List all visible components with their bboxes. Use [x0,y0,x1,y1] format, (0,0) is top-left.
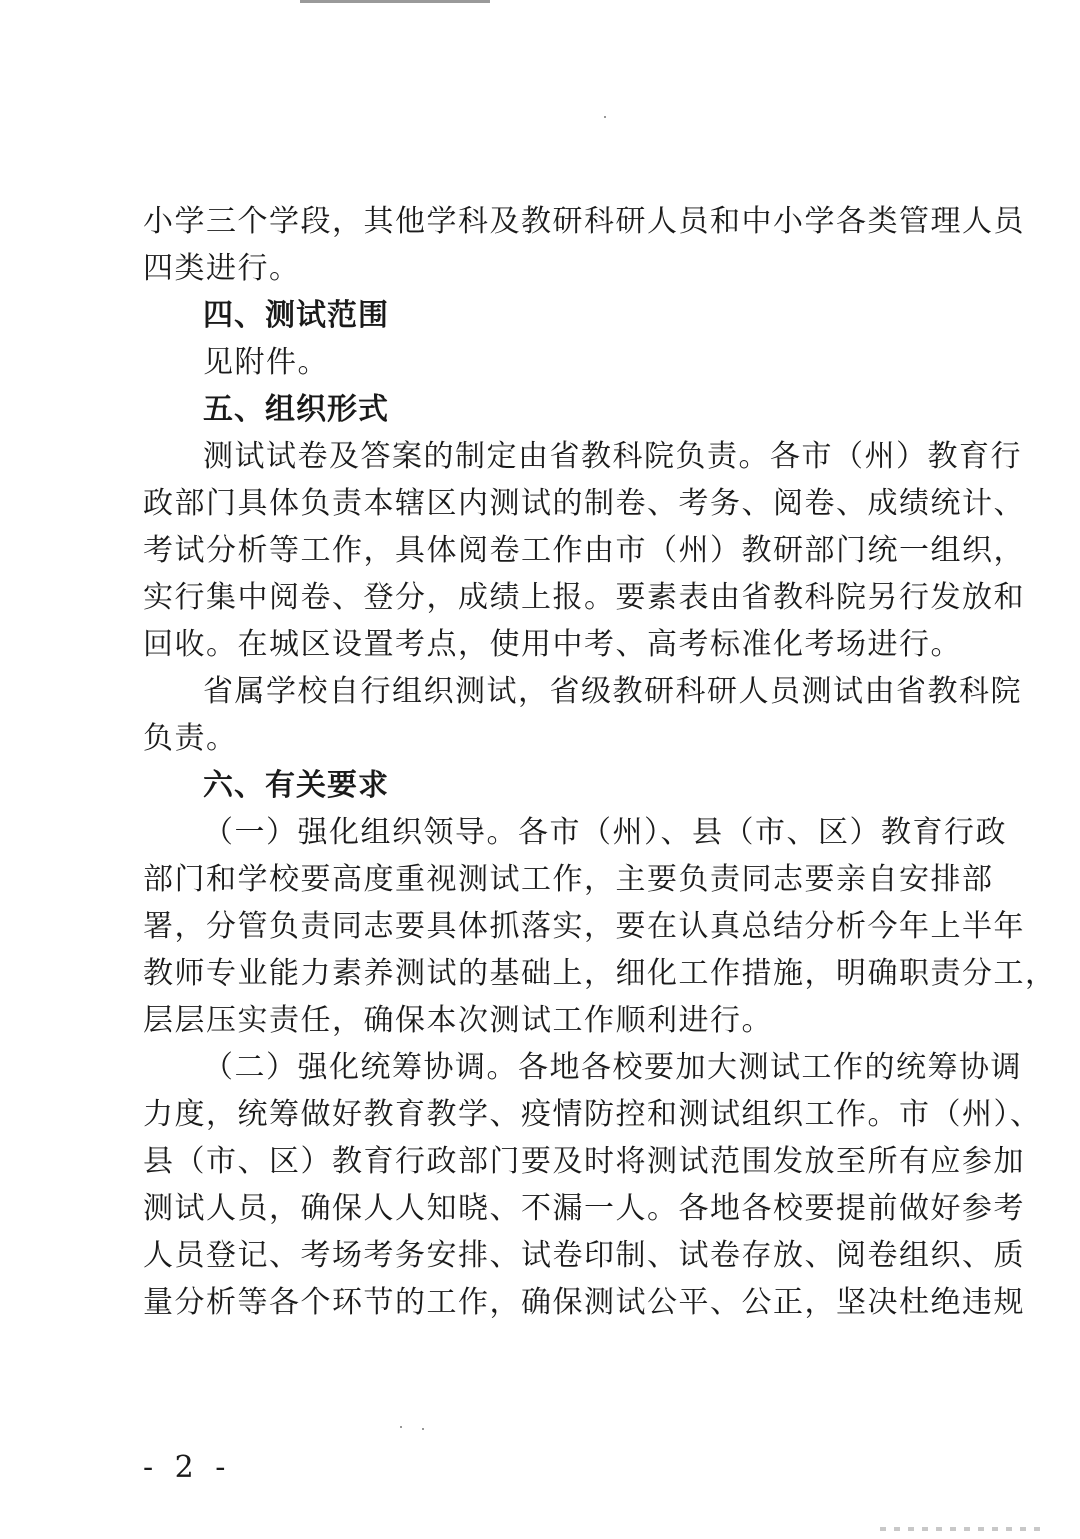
section-heading-format: 五、组织形式 [203,392,389,427]
body-line: 教师专业能力素养测试的基础上，细化工作措施，明确职责分工， [143,956,1057,991]
scan-bottom-edge [880,1527,1040,1531]
body-line: 人员登记、考场考务安排、试卷印制、试卷存放、阅卷组织、质 [143,1238,1025,1273]
page-number: - 2 - [143,1450,232,1485]
body-line: 见附件。 [203,345,329,380]
scan-speck [604,116,606,118]
body-line: 县（市、区）教育行政部门要及时将测试范围发放至所有应参加 [143,1144,1025,1179]
body-line: 考试分析等工作，具体阅卷工作由市（州）教研部门统一组织， [143,533,1025,568]
body-line: 量分析等各个环节的工作，确保测试公平、公正，坚决杜绝违规 [143,1285,1025,1320]
body-line: 负责。 [143,721,238,756]
scan-speck [400,1426,402,1428]
section-heading-requirements: 六、有关要求 [203,768,389,803]
body-line: 层层压实责任，确保本次测试工作顺利进行。 [143,1003,773,1038]
section-heading-scope: 四、测试范围 [203,298,389,333]
body-line: 回收。在城区设置考点，使用中考、高考标准化考场进行。 [143,627,962,662]
scan-top-edge [300,0,490,3]
body-line: 测试试卷及答案的制定由省教科院负责。各市（州）教育行 [203,439,1022,474]
body-line: 省属学校自行组织测试，省级教研科研人员测试由省教科院 [203,674,1022,709]
body-line: 部门和学校要高度重视测试工作，主要负责同志要亲自安排部 [143,862,994,897]
body-line: 测试人员，确保人人知晓、不漏一人。各地各校要提前做好参考 [143,1191,1025,1226]
body-line: 四类进行。 [143,251,301,286]
body-line: 政部门具体负责本辖区内测试的制卷、考务、阅卷、成绩统计、 [143,486,1025,521]
body-line: （一）强化组织领导。各市（州）、县（市、区）教育行政 [203,815,1007,850]
body-line: 实行集中阅卷、登分，成绩上报。要素表由省教科院另行发放和 [143,580,1025,615]
body-line: 力度，统筹做好教育教学、疫情防控和测试组织工作。市（州）、 [143,1097,1042,1132]
document-body [143,198,1057,1326]
scan-speck [422,1428,424,1430]
body-line: 小学三个学段，其他学科及教研科研人员和中小学各类管理人员 [143,204,1025,239]
body-line: （二）强化统筹协调。各地各校要加大测试工作的统筹协调 [203,1050,1022,1085]
body-line: 署，分管负责同志要具体抓落实，要在认真总结分析今年上半年 [143,909,1025,944]
